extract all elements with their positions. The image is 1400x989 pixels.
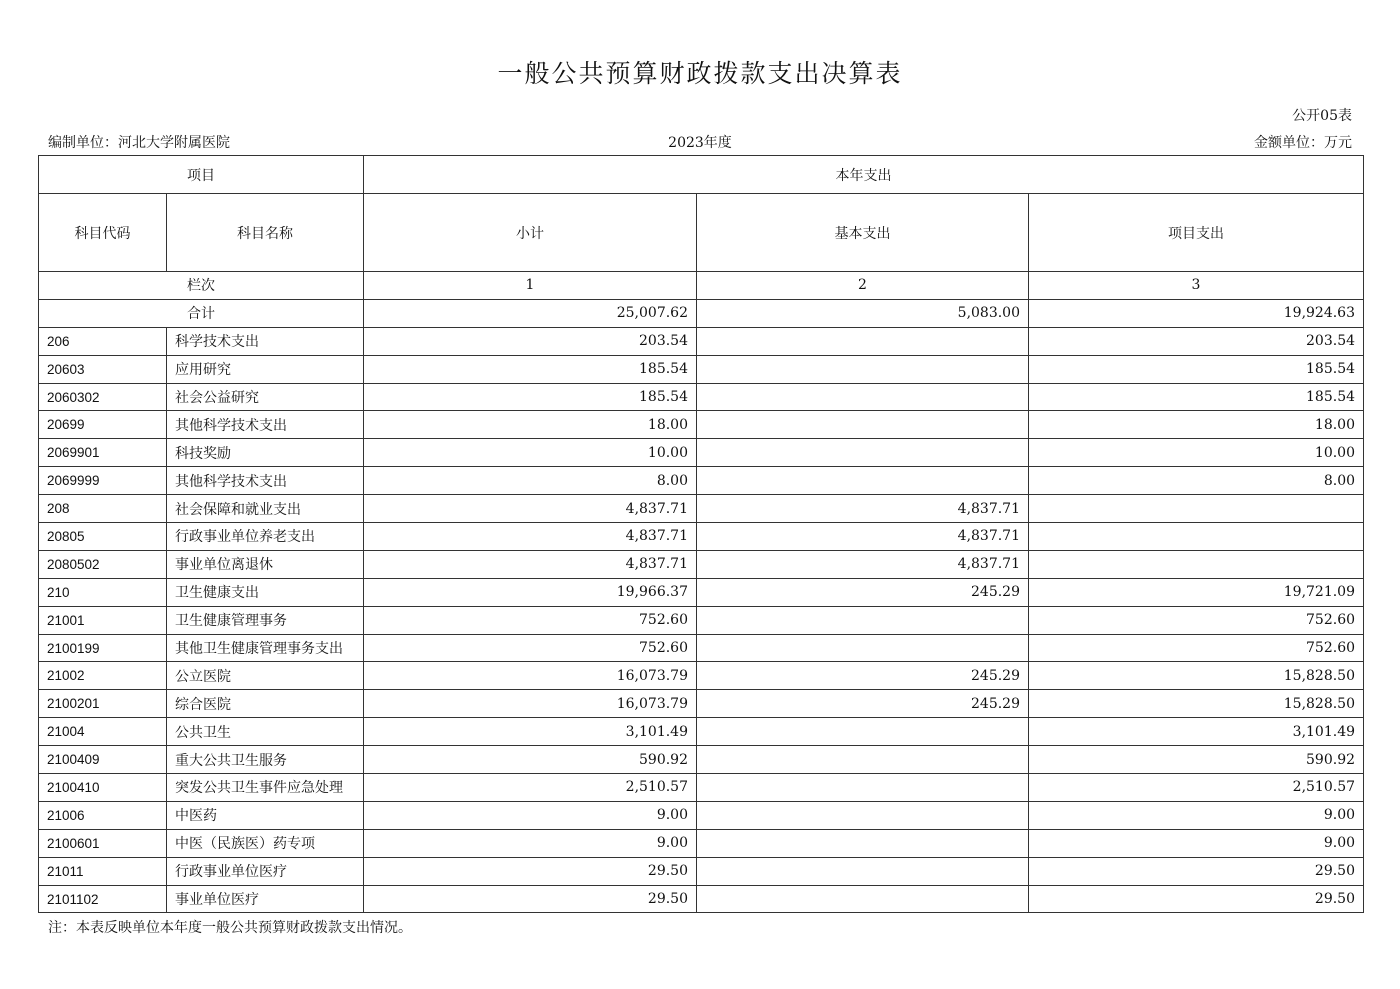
row-code: 2101102 <box>39 885 167 913</box>
header-current-year-expenditure: 本年支出 <box>364 156 1364 194</box>
row-basic <box>697 439 1029 467</box>
row-project: 3,101.49 <box>1029 718 1364 746</box>
row-subtotal: 8.00 <box>364 467 697 495</box>
column-index-label: 栏次 <box>39 272 364 300</box>
row-subtotal: 203.54 <box>364 327 697 355</box>
row-subtotal: 185.54 <box>364 355 697 383</box>
row-subtotal: 16,073.79 <box>364 662 697 690</box>
row-name: 事业单位离退休 <box>167 550 364 578</box>
row-project: 10.00 <box>1029 439 1364 467</box>
row-code: 20699 <box>39 411 167 439</box>
row-code: 21006 <box>39 801 167 829</box>
row-basic <box>697 774 1029 802</box>
row-name: 公立医院 <box>167 662 364 690</box>
table-row <box>39 774 1364 802</box>
row-code: 2069999 <box>39 467 167 495</box>
row-project <box>1029 523 1364 551</box>
table-row <box>39 383 1364 411</box>
total-project: 19,924.63 <box>1029 299 1364 327</box>
table-row <box>39 355 1364 383</box>
table-row <box>39 885 1364 913</box>
row-code: 21004 <box>39 718 167 746</box>
row-name: 事业单位医疗 <box>167 885 364 913</box>
total-label: 合计 <box>39 299 364 327</box>
table-row <box>39 801 1364 829</box>
header-subtotal: 小计 <box>364 194 697 272</box>
table-row <box>39 327 1364 355</box>
row-basic: 4,837.71 <box>697 550 1029 578</box>
column-index-row <box>39 272 1364 300</box>
table-row <box>39 411 1364 439</box>
table-row <box>39 578 1364 606</box>
row-name: 卫生健康管理事务 <box>167 606 364 634</box>
row-code: 2080502 <box>39 550 167 578</box>
table-row <box>39 606 1364 634</box>
table-row <box>39 550 1364 578</box>
row-subtotal: 752.60 <box>364 634 697 662</box>
row-project: 15,828.50 <box>1029 662 1364 690</box>
row-basic: 245.29 <box>697 578 1029 606</box>
fiscal-year: 2023年度 <box>668 135 732 151</box>
column-index-2: 2 <box>697 272 1029 300</box>
row-name: 科技奖励 <box>167 439 364 467</box>
table-row <box>39 439 1364 467</box>
row-basic <box>697 327 1029 355</box>
row-name: 行政事业单位医疗 <box>167 857 364 885</box>
row-code: 20603 <box>39 355 167 383</box>
row-code: 21002 <box>39 662 167 690</box>
row-project: 185.54 <box>1029 355 1364 383</box>
compiling-unit: 编制单位：河北大学附属医院 <box>48 135 230 151</box>
row-project: 752.60 <box>1029 606 1364 634</box>
row-code: 21011 <box>39 857 167 885</box>
row-basic <box>697 718 1029 746</box>
row-basic <box>697 634 1029 662</box>
row-subtotal: 752.60 <box>364 606 697 634</box>
row-project: 29.50 <box>1029 885 1364 913</box>
row-basic: 4,837.71 <box>697 495 1029 523</box>
row-subtotal: 4,837.71 <box>364 550 697 578</box>
row-name: 应用研究 <box>167 355 364 383</box>
row-name: 行政事业单位养老支出 <box>167 523 364 551</box>
row-name: 中医药 <box>167 801 364 829</box>
table-row <box>39 523 1364 551</box>
row-name: 突发公共卫生事件应急处理 <box>167 774 364 802</box>
row-basic <box>697 467 1029 495</box>
row-code: 2100601 <box>39 829 167 857</box>
row-basic <box>697 857 1029 885</box>
row-code: 2100199 <box>39 634 167 662</box>
row-project: 8.00 <box>1029 467 1364 495</box>
row-subtotal: 18.00 <box>364 411 697 439</box>
row-basic <box>697 885 1029 913</box>
table-row <box>39 690 1364 718</box>
table-row <box>39 495 1364 523</box>
row-name: 卫生健康支出 <box>167 578 364 606</box>
header-name: 科目名称 <box>167 194 364 272</box>
row-code: 2060302 <box>39 383 167 411</box>
row-subtotal: 9.00 <box>364 801 697 829</box>
row-code: 2069901 <box>39 439 167 467</box>
row-subtotal: 29.50 <box>364 885 697 913</box>
row-project: 19,721.09 <box>1029 578 1364 606</box>
table-row <box>39 662 1364 690</box>
table-row <box>39 857 1364 885</box>
row-subtotal: 19,966.37 <box>364 578 697 606</box>
row-basic <box>697 383 1029 411</box>
row-name: 重大公共卫生服务 <box>167 746 364 774</box>
header-project: 项目 <box>39 156 364 194</box>
row-basic <box>697 355 1029 383</box>
table-row <box>39 829 1364 857</box>
row-project: 203.54 <box>1029 327 1364 355</box>
row-project: 2,510.57 <box>1029 774 1364 802</box>
row-subtotal: 10.00 <box>364 439 697 467</box>
row-code: 2100410 <box>39 774 167 802</box>
table-row <box>39 634 1364 662</box>
row-project <box>1029 495 1364 523</box>
column-index-3: 3 <box>1029 272 1364 300</box>
row-project: 15,828.50 <box>1029 690 1364 718</box>
row-name: 社会公益研究 <box>167 383 364 411</box>
table-row <box>39 746 1364 774</box>
row-subtotal: 4,837.71 <box>364 495 697 523</box>
table-row <box>39 718 1364 746</box>
table-row <box>39 467 1364 495</box>
row-basic: 4,837.71 <box>697 523 1029 551</box>
row-subtotal: 4,837.71 <box>364 523 697 551</box>
total-row <box>39 299 1364 327</box>
total-basic: 5,083.00 <box>697 299 1029 327</box>
row-code: 208 <box>39 495 167 523</box>
row-name: 综合医院 <box>167 690 364 718</box>
row-basic: 245.29 <box>697 690 1029 718</box>
row-project: 185.54 <box>1029 383 1364 411</box>
row-code: 20805 <box>39 523 167 551</box>
row-project <box>1029 550 1364 578</box>
row-subtotal: 29.50 <box>364 857 697 885</box>
total-subtotal: 25,007.62 <box>364 299 697 327</box>
row-name: 中医（民族医）药专项 <box>167 829 364 857</box>
row-project: 9.00 <box>1029 829 1364 857</box>
row-project: 29.50 <box>1029 857 1364 885</box>
row-code: 206 <box>39 327 167 355</box>
header-code: 科目代码 <box>39 194 167 272</box>
form-number: 公开05表 <box>1292 108 1352 124</box>
row-basic <box>697 829 1029 857</box>
row-project: 9.00 <box>1029 801 1364 829</box>
row-name: 科学技术支出 <box>167 327 364 355</box>
row-subtotal: 16,073.79 <box>364 690 697 718</box>
row-subtotal: 9.00 <box>364 829 697 857</box>
row-project: 752.60 <box>1029 634 1364 662</box>
row-subtotal: 590.92 <box>364 746 697 774</box>
row-basic <box>697 606 1029 634</box>
row-name: 社会保障和就业支出 <box>167 495 364 523</box>
row-subtotal: 2,510.57 <box>364 774 697 802</box>
footnote: 注：本表反映单位本年度一般公共预算财政拨款支出情况。 <box>48 920 412 936</box>
row-project: 590.92 <box>1029 746 1364 774</box>
row-subtotal: 3,101.49 <box>364 718 697 746</box>
row-basic: 245.29 <box>697 662 1029 690</box>
expenditure-table <box>38 155 1364 913</box>
row-basic <box>697 411 1029 439</box>
header-project-expenditure: 项目支出 <box>1029 194 1364 272</box>
page-title: 一般公共预算财政拨款支出决算表 <box>497 59 903 88</box>
row-code: 210 <box>39 578 167 606</box>
row-code: 21001 <box>39 606 167 634</box>
row-name: 其他科学技术支出 <box>167 467 364 495</box>
header-row-1 <box>39 156 1364 194</box>
header-row-2 <box>39 194 1364 272</box>
row-name: 其他科学技术支出 <box>167 411 364 439</box>
row-code: 2100409 <box>39 746 167 774</box>
row-project: 18.00 <box>1029 411 1364 439</box>
row-name: 其他卫生健康管理事务支出 <box>167 634 364 662</box>
row-subtotal: 185.54 <box>364 383 697 411</box>
row-name: 公共卫生 <box>167 718 364 746</box>
header-basic: 基本支出 <box>697 194 1029 272</box>
column-index-1: 1 <box>364 272 697 300</box>
row-code: 2100201 <box>39 690 167 718</box>
row-basic <box>697 746 1029 774</box>
row-basic <box>697 801 1029 829</box>
amount-unit: 金额单位：万元 <box>1254 135 1352 151</box>
